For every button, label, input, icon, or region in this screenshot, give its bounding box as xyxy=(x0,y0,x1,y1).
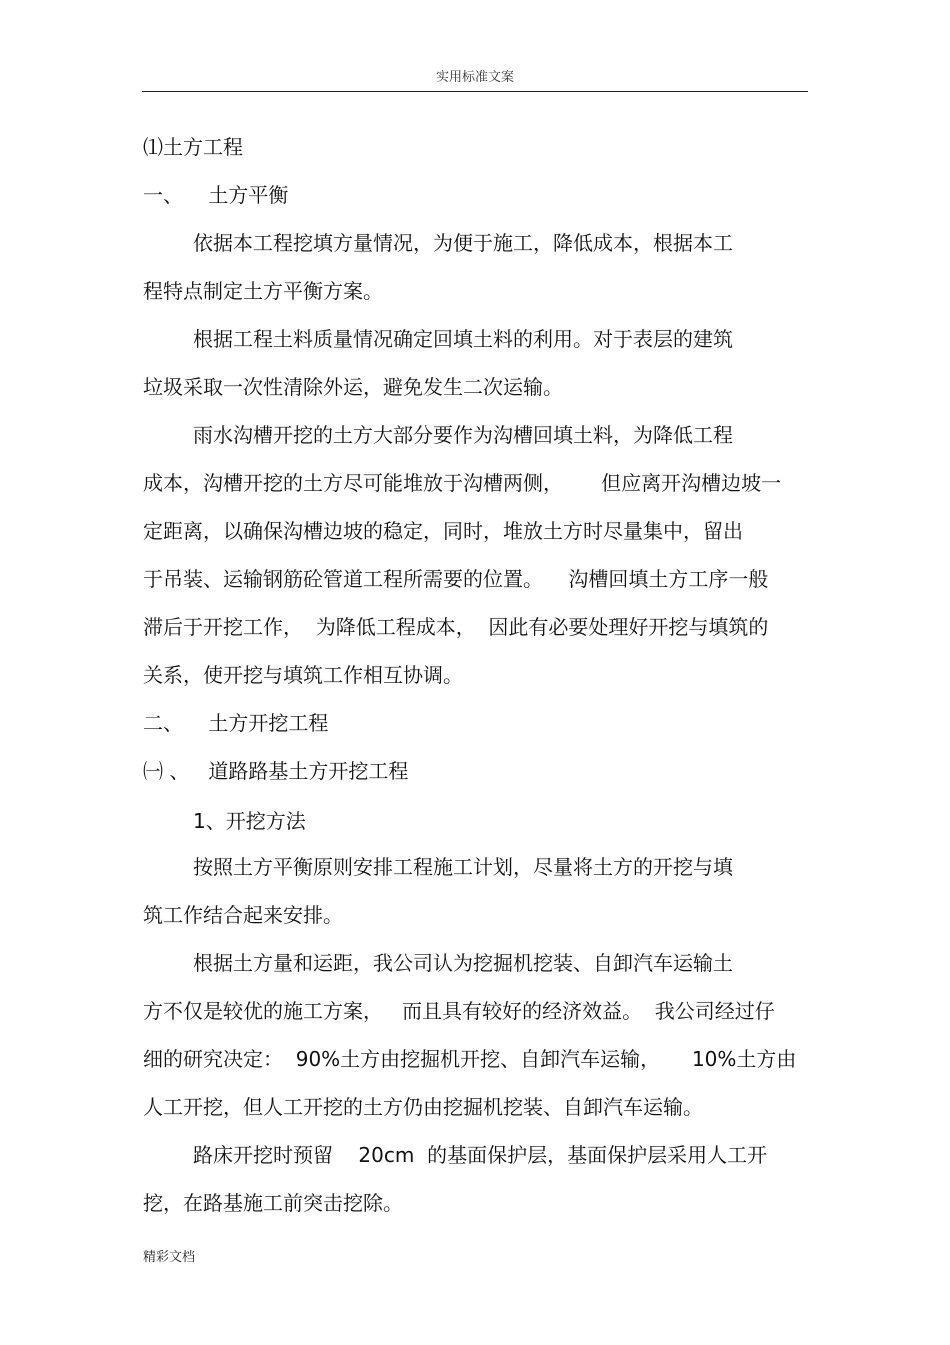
section-heading: ⑴土方工程 xyxy=(143,135,243,159)
paragraph-line: 根据土方量和运距，我公司认为挖掘机挖装、自卸汽车运输土 xyxy=(193,951,733,975)
paragraph-line: 于吊装、运输钢筋砼管道工程所需要的位置。 沟槽回填土方工序一般 xyxy=(143,567,769,591)
page-header: 实用标准文案 xyxy=(435,70,514,85)
page-footer: 精彩文档 xyxy=(143,1250,196,1265)
paragraph-line: 滞后于开挖工作， 为降低工程成本， 因此有必要处理好开挖与填筑的 xyxy=(143,615,769,639)
paragraph-line: 垃圾采取一次性清除外运，避免发生二次运输。 xyxy=(143,375,563,399)
header-divider xyxy=(142,91,808,92)
paragraph-line: 关系，使开挖与填筑工作相互协调。 xyxy=(143,663,463,687)
subsection-heading: ㈠ 、 道路路基土方开挖工程 xyxy=(143,759,409,783)
paragraph-line: 方不仅是较优的施工方案， 而且具有较好的经济效益。 我公司经过仔 xyxy=(143,999,775,1023)
paragraph-line: 雨水沟槽开挖的土方大部分要作为沟槽回填土料，为降低工程 xyxy=(193,423,733,447)
paragraph-line: 人工开挖，但人工开挖的土方仍由挖掘机挖装、自卸汽车运输。 xyxy=(143,1095,703,1119)
paragraph-line: 程特点制定土方平衡方案。 xyxy=(143,279,383,303)
paragraph-line: 路床开挖时预留 20cm 的基面保护层，基面保护层采用人工开 xyxy=(193,1143,768,1167)
paragraph-line: 成本，沟槽开挖的土方尽可能堆放于沟槽两侧， 但应离开沟槽边坡一 xyxy=(143,471,782,495)
paragraph-line: 细的研究决定： 90%土方由挖掘机开挖、自卸汽车运输， 10%土方由 xyxy=(143,1047,797,1071)
paragraph-line: 依据本工程挖填方量情况，为便于施工，降低成本，根据本工 xyxy=(193,231,733,255)
paragraph-line: 根据工程土料质量情况确定回填土料的利用。对于表层的建筑 xyxy=(193,327,733,351)
paragraph-line: 挖，在路基施工前突击挖除。 xyxy=(143,1191,403,1215)
list-heading: 1、开挖方法 xyxy=(193,809,306,833)
subsection-heading: 二、 土方开挖工程 xyxy=(143,711,329,735)
paragraph-line: 按照土方平衡原则安排工程施工计划，尽量将土方的开挖与填 xyxy=(193,855,733,879)
subsection-heading: 一、 土方平衡 xyxy=(143,183,289,207)
paragraph-line: 定距离，以确保沟槽边坡的稳定，同时，堆放土方时尽量集中，留出 xyxy=(143,519,743,543)
paragraph-line: 筑工作结合起来安排。 xyxy=(143,903,343,927)
